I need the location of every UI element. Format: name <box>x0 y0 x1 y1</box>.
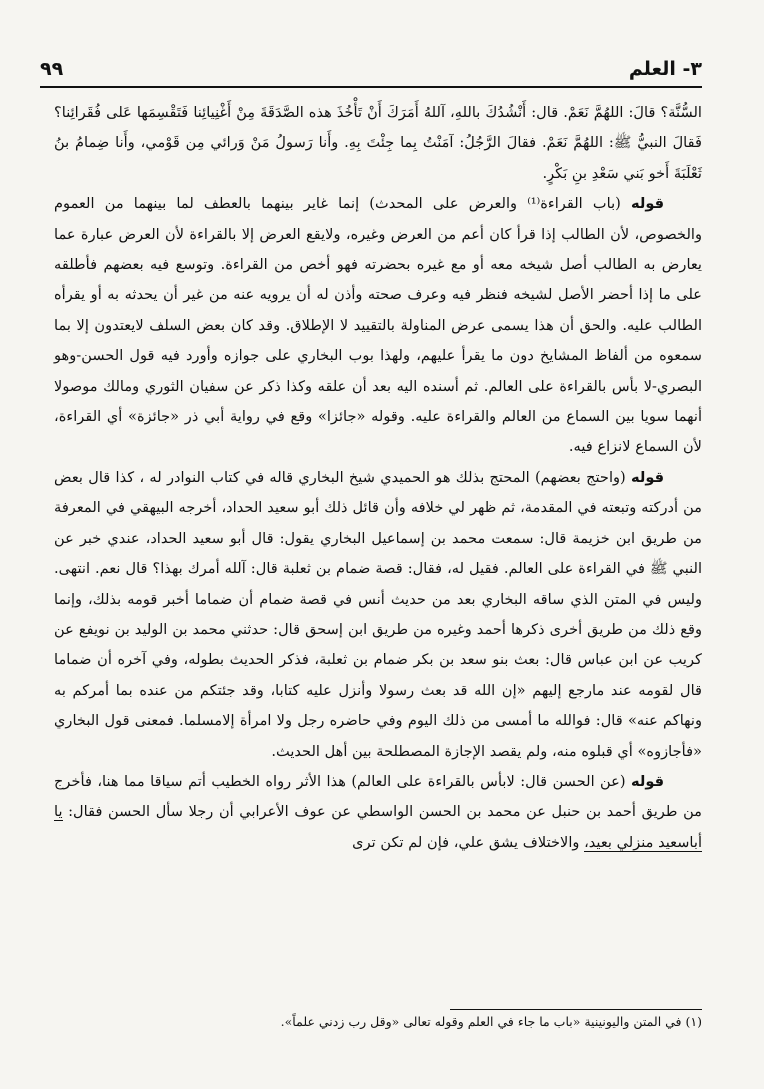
page-number: ٩٩ <box>40 58 64 80</box>
paragraph-hadith-continuation <box>54 98 702 189</box>
paragraph-keyword: قوله <box>631 195 665 213</box>
page-header <box>40 52 702 88</box>
paragraph-text: (عن الحسن قال: لابأس بالقراءة على العالم) هذا الأثر رواه الخطيب أتم سياقا مما هنا، فأخرج من طريق أحمد بن حنبل عن محمد بن الحسن الواسطي عن عوف الأعرابي أن رجلا سأل الحسن فقال: <box>54 772 702 821</box>
paragraph-bab-al-qiraa <box>54 189 702 463</box>
chapter-title: ٣- العلم <box>628 58 702 80</box>
main-text <box>54 98 702 858</box>
paragraph-tail: والاختلاف يشق علي، فإن لم تكن ترى <box>352 833 585 851</box>
footnote-divider <box>450 1009 702 1010</box>
underlined-phrase: يا أباسعيد منزلي بعيد، <box>54 803 702 851</box>
paragraph-an-al-hasan <box>54 767 702 858</box>
paragraph-text: (واحتج بعضهم) المحتج بذلك هو الحميدي شيخ البخاري قاله في كتاب النوادر له ، كذا قال بعض من أدركته وتبعته في المقدمة، ثم ظهر لي خلافه وأن قائل ذلك أبو سعيد الحداد، أخرجه البيهقي في المعرفة من طريق ابن خزيمة قال: سمعت محمد بن إسماعيل البخاري يقول: قال أبو سعيد الحداد، عندي خبر عن النبي ﷺ في القراءة على العالم. فقيل له، فقال: قصة ضمام بن ثعلبة قال: آلله أمرك بهذا؟ قال نعم. انتهى. وليس في المتن الذي ساقه البخاري بعد من حديث أنس في قصة ضمام أن ضماما أخبر قومه بذلك، وإنما وقع ذلك من طريق أخرى ذكرها أحمد وغيره من طريق ابن إسحق قال: حدثني محمد بن الوليد بن نويفع عن كريب عن ابن عباس قال: بعث بنو سعد بن بكر ضمام بن ثعلبة، فذكر الحديث بطوله، وفي آخره أن ضماما قال لقومه عند مارجع إليهم «إن الله قد بعث رسولا وأنزل عليه كتابا، وقد جئتكم من عنده بما أمركم به ونهاكم عنه» قال: فوالله ما أمسى من ذلك اليوم وفي حاضره رجل ولا امرأة إلامسلما. فمعنى قول البخاري «فأجازوه» أي قبلوه منه، ولم يقصد الإجازة المصطلحة بين أهل الحديث. <box>54 468 702 760</box>
footnote: (١) في المتن واليونينية «باب ما جاء في العلم وقوله تعالى «وقل رب زدني علماً». <box>280 1014 702 1029</box>
paragraph-ihtajja <box>54 463 702 767</box>
paragraph-text: (باب القراءة⁽¹⁾ والعرض على المحدث) إنما غاير بينهما بالعطف لما بينهما من العموم والخصوص، لأن الطالب إذا قرأ كان أعم من العرض وغيره، ولايقع العرض إلا بالقراءة لأن العرض عبارة عما يعارض به الطالب أصل شيخه معه أو مع غيره بحضرته فهو أخص من القراءة. وتوسع فيه بعضهم فأطلقه على ما إذا أحضر الأصل لشيخه فنظر فيه وعرف صحته وأذن له أن يرويه عنه من غير أن يحدثه به أو يقرأه الطالب عليه. والحق أن هذا يسمى عرض المناولة بالتقييد لا الإطلاق. وقد كان بعض السلف لايعتدون إلا بما سمعوه من ألفاظ المشايخ دون ما يقرأ عليهم، ولهذا بوب البخاري على جوازه وأورد فيه قول الحسن-وهو البصري-لا بأس بالقراءة على العالم. ثم أسنده اليه بعد أن علقه وكذا ذكر عن سفيان الثوري ومالك موصولا أنهما سويا بين السماع من العالم والقراءة عليه. وقوله «جائزا» وقع في رواية أبي ذر «جائزة» أي القراءة، لأن السماع لانزاع فيه. <box>54 195 702 456</box>
paragraph-keyword: قوله <box>631 468 665 486</box>
paragraph-text: السُّنَّة؟ قالَ: اللهُمَّ نَعَمْ. قال: أَنْشُدُكَ باللهِ، آللهُ أَمَرَكَ أَنْ تَأْخُذَ هذه الصَّدَقَةَ مِنْ أَغْنِيائِنا فَتَقْسِمَها عَلى فُقَرائِنا؟ فَقالَ النبيُّ ﷺ: اللهُمَّ نَعَمْ. فقالَ الرَّجُلُ: آمَنْتُ بِما جِئْتَ بِهِ. وأَنا رَسولُ مَنْ وَرائي مِن قَوْمي، وأَنا ضِمامُ بنُ ثَعْلَبَةَ أَخو بَني سَعْدِ بنِ بَكْرٍ. <box>54 104 702 182</box>
paragraph-keyword: قوله <box>631 772 665 790</box>
